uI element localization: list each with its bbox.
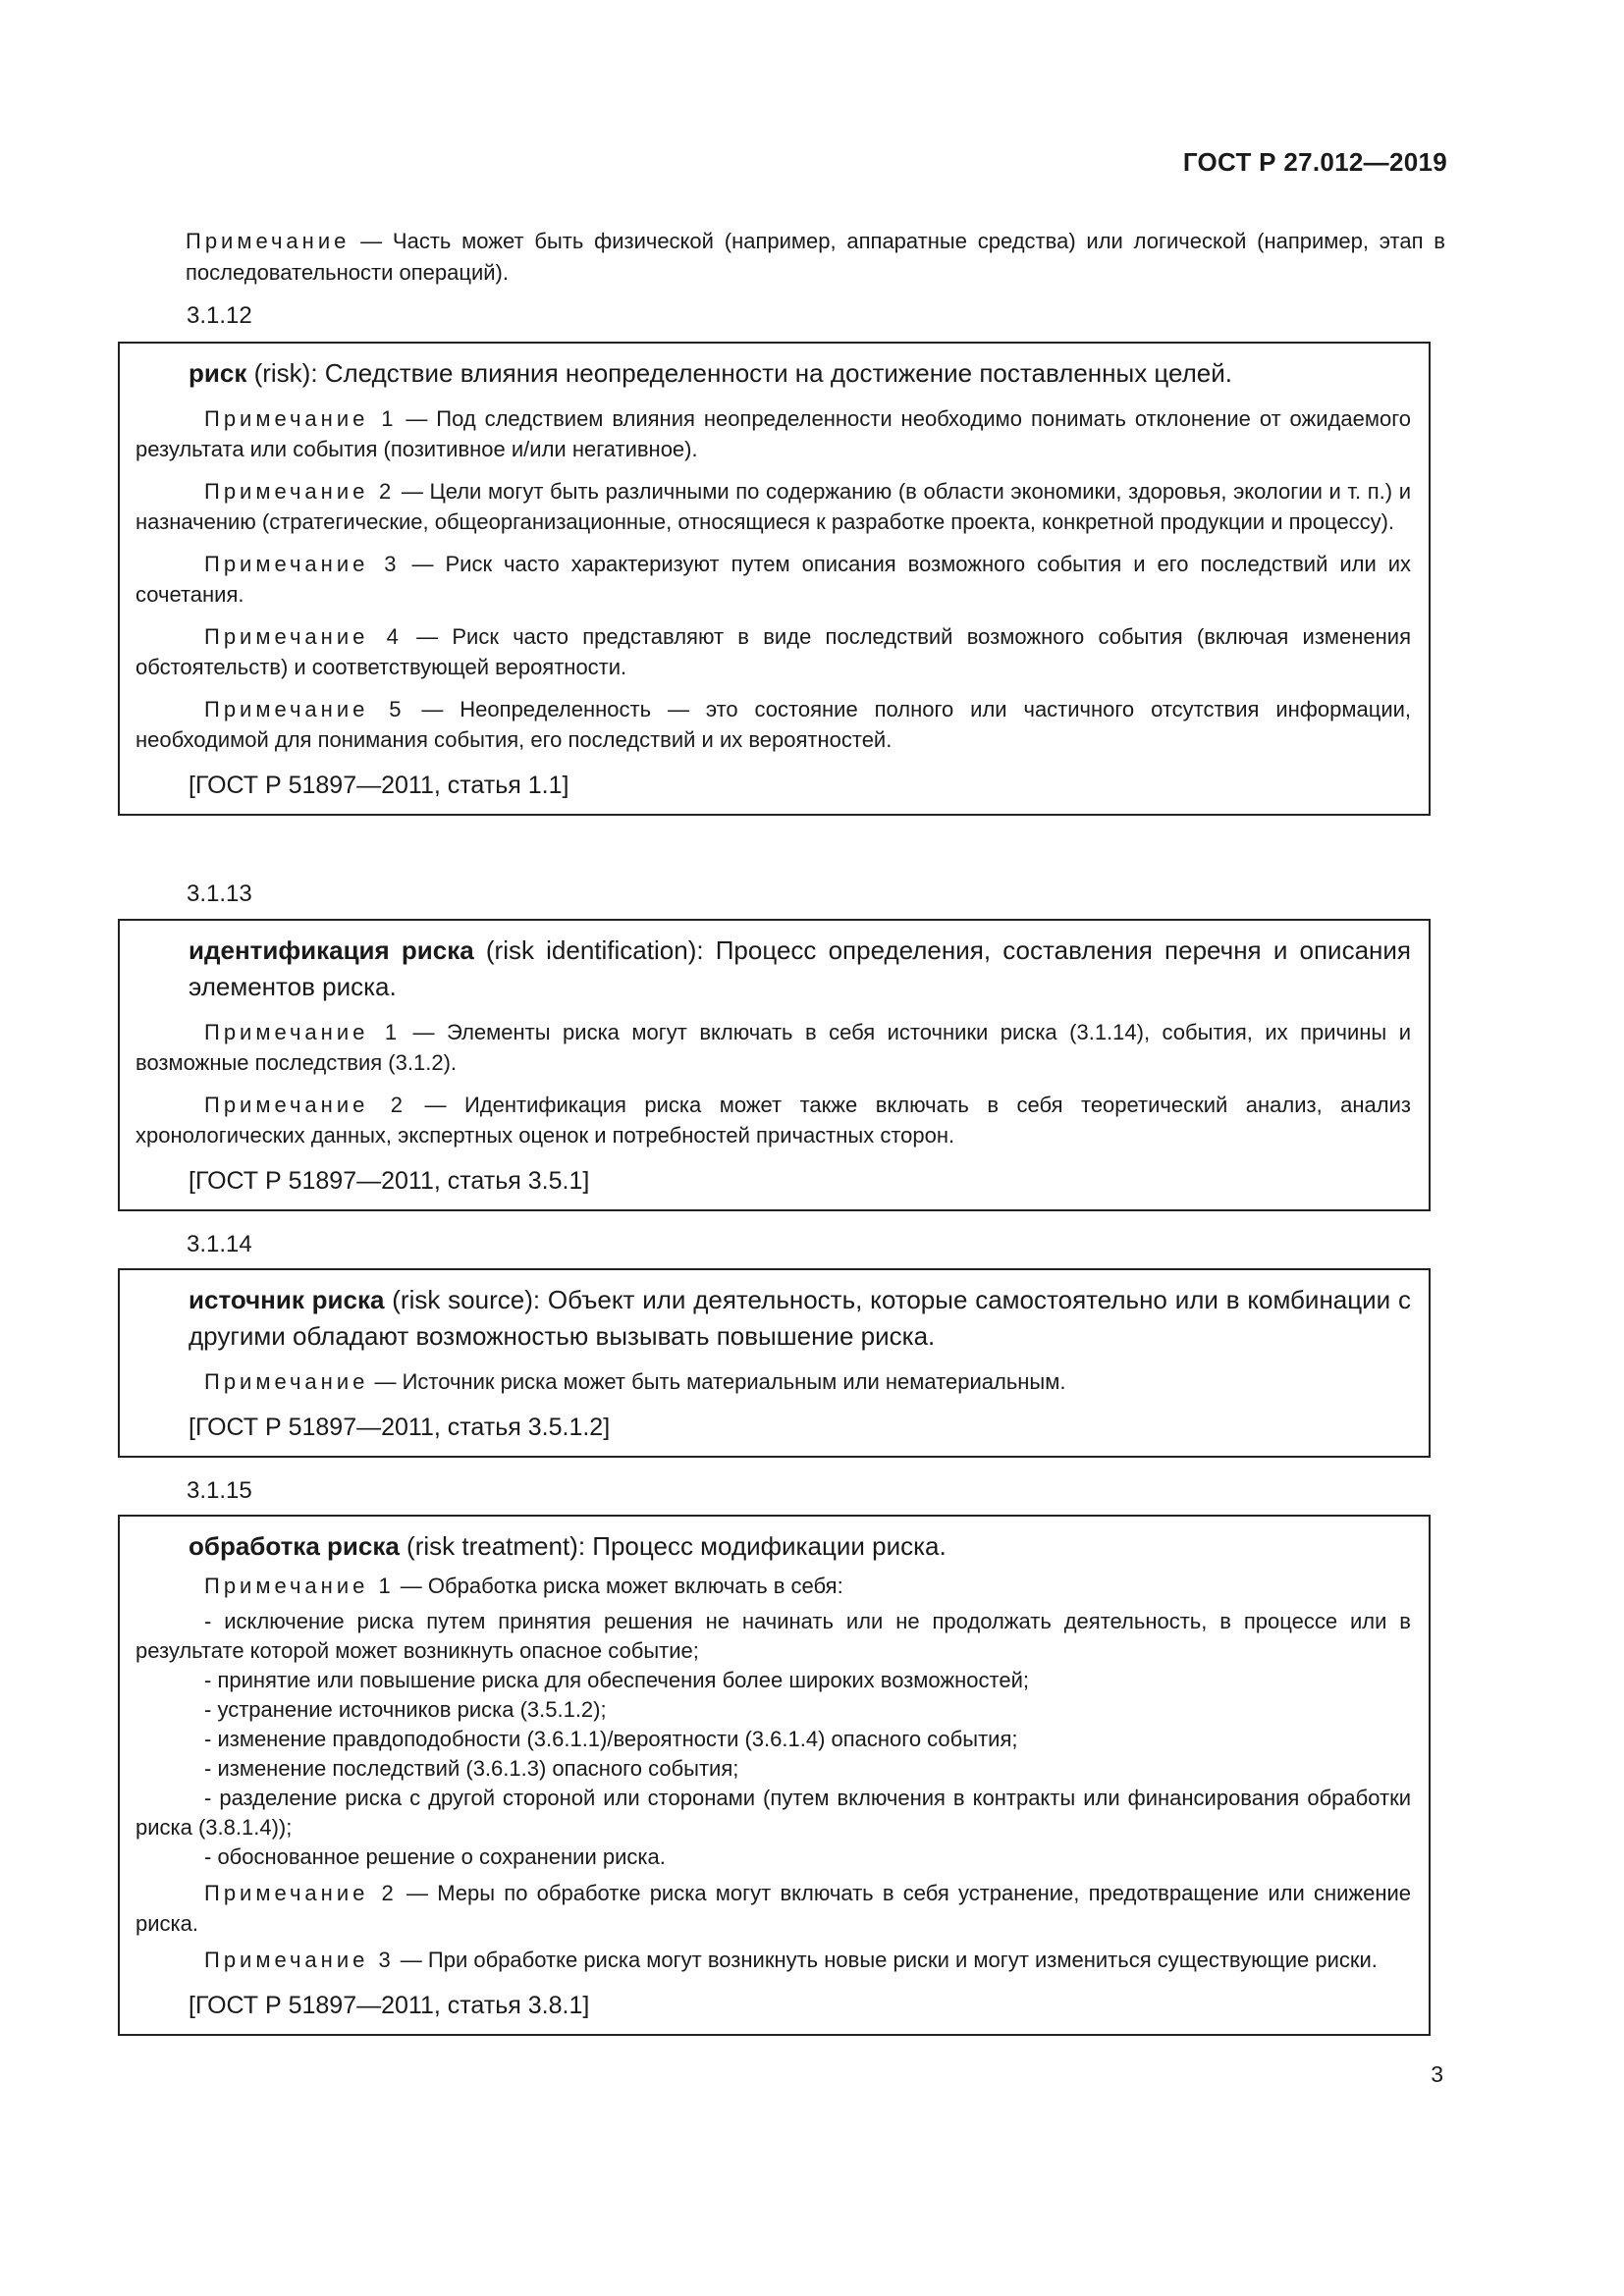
note — [120, 476, 1411, 537]
note-label: Примечание 3 — [204, 552, 401, 576]
definition-box-risk-source — [118, 1268, 1431, 1458]
note-text: — Неопределенность — это состояние полного или частичного отсутствия информации, необходимой для понимания события, его последствий и их вероятностей. — [135, 697, 1412, 752]
intro-note — [120, 226, 1445, 289]
term-name: риск — [189, 358, 247, 388]
term-name: обработка риска — [189, 1531, 400, 1561]
note-text: — При обработке риска могут возникнуть новые риски и могут измениться существующие риски. — [394, 1948, 1378, 1972]
term-text: (risk): Следствие влияния неопределенности на достижение поставленных целей. — [246, 358, 1232, 388]
list-item-text: - исключение риска путем принятия решения не начинать или не продолжать деятельность, в процессе или в результате которой может возникнуть опасное событие; — [135, 1609, 1411, 1663]
note-label: Примечание 2 — [204, 1881, 398, 1905]
note-text: — Часть может быть физической (например, аппаратные средства) или логической (например, этап в последовательности операций). — [186, 229, 1445, 285]
note — [120, 1878, 1411, 1939]
definition-box-risk-treatment — [118, 1515, 1431, 2036]
list-item: - принятие или повышение риска для обеспечения более широких возможностей; — [204, 1668, 1029, 1692]
section-number: 3.1.13 — [187, 881, 252, 907]
note-text: — Риск часто представляют в виде последствий возможного события (включая изменения обстоятельств) и соответствующей вероятности. — [135, 624, 1412, 679]
note-text: — Меры по обработке риска могут включать в себя устранение, предотвращение или снижение риска. — [135, 1881, 1412, 1936]
source-reference: [ГОСТ Р 51897—2011, статья 3.8.1] — [189, 1992, 590, 2019]
term-text: (risk identification): Процесс определения, составления перечня и описания элементов риска. — [189, 935, 1412, 1001]
note — [120, 403, 1411, 464]
term-definition — [120, 355, 1411, 392]
term-text: (risk source): Объект или деятельность, которые самостоятельно или в комбинации с другими обладают возможностью вызывать повышение риска. — [189, 1285, 1411, 1351]
source-reference: [ГОСТ Р 51897—2011, статья 3.5.1] — [189, 1167, 590, 1195]
definition-box-risk-identification — [118, 919, 1431, 1211]
note-label: Примечание 1 — [204, 1020, 402, 1044]
note — [120, 1366, 1411, 1397]
list-item: - устранение источников риска (3.5.1.2); — [204, 1697, 607, 1722]
note — [120, 1945, 1411, 1975]
list-item — [120, 1784, 1411, 1842]
section-number: 3.1.15 — [187, 1477, 252, 1504]
term-name: идентификация риска — [189, 935, 474, 965]
list-item-text: - разделение риска с другой стороной или сторонами (путем включения в контракты или финансирования обработки риска (3.8.1.4)); — [135, 1786, 1411, 1840]
note-text: — Риск часто характеризуют путем описания возможного события и его последствий или их сочетания. — [135, 552, 1412, 607]
note — [120, 1090, 1411, 1150]
term-definition — [120, 1282, 1411, 1355]
note — [120, 694, 1411, 755]
note-label: Примечание 1 — [204, 406, 398, 431]
note-text: — Источник риска может быть материальным или нематериальным. — [368, 1369, 1066, 1394]
note — [120, 621, 1411, 682]
source-reference: [ГОСТ Р 51897—2011, статья 1.1] — [189, 772, 569, 799]
list-item: - изменение правдоподобности (3.6.1.1)/вероятности (3.6.1.4) опасного события; — [204, 1727, 1018, 1751]
note-label: Примечание 2 — [204, 479, 396, 504]
section-number: 3.1.12 — [187, 302, 252, 329]
term-definition — [120, 1528, 1411, 1565]
note — [120, 549, 1411, 610]
source-reference: [ГОСТ Р 51897—2011, статья 3.5.1.2] — [189, 1414, 611, 1441]
note-label: Примечание — [204, 1369, 369, 1394]
note-text: — Обработка риска может включать в себя: — [394, 1574, 843, 1598]
note-text: — Цели могут быть различными по содержанию (в области экономики, здоровья, экологии и т. п.) и назначению (стратегические, общеорганизационные, относящиеся к разработке проекта, конкретной продукции и процессу). — [135, 479, 1412, 534]
note-text: — Идентификация риска может также включать в себя теоретический анализ, анализ хронологических данных, экспертных оценок и потребностей причастных сторон. — [135, 1093, 1412, 1148]
term-definition — [120, 933, 1411, 1005]
note-label: Примечание 2 — [204, 1093, 407, 1117]
note-label: Примечание 1 — [204, 1574, 395, 1598]
section-number: 3.1.14 — [187, 1231, 252, 1257]
note — [120, 1017, 1411, 1078]
note-label: Примечание 3 — [204, 1948, 395, 1972]
list-item — [120, 1607, 1411, 1666]
term-name: источник риска — [189, 1285, 385, 1314]
note-text: — Под следствием влияния неопределенности необходимо понимать отклонение от ожидаемого результата или события (позитивное и/или негативное). — [135, 406, 1411, 461]
page-number: 3 — [1431, 2061, 1443, 2087]
term-text: (risk treatment): Процесс модификации риска. — [399, 1531, 947, 1561]
document-code: ГОСТ Р 27.012—2019 — [1182, 147, 1447, 177]
definition-box-risk — [118, 342, 1431, 816]
note-label: Примечание — [186, 229, 351, 253]
list-item: - обоснованное решение о сохранении риска. — [204, 1844, 666, 1869]
note-label: Примечание 4 — [204, 624, 403, 649]
note — [120, 1571, 1411, 1601]
note-label: Примечание 5 — [204, 697, 406, 721]
list-item: - изменение последствий (3.6.1.3) опасного события; — [204, 1756, 739, 1781]
note-text: — Элементы риска могут включать в себя источники риска (3.1.14), события, их причины и возможные последствия (3.1.2). — [135, 1020, 1412, 1075]
